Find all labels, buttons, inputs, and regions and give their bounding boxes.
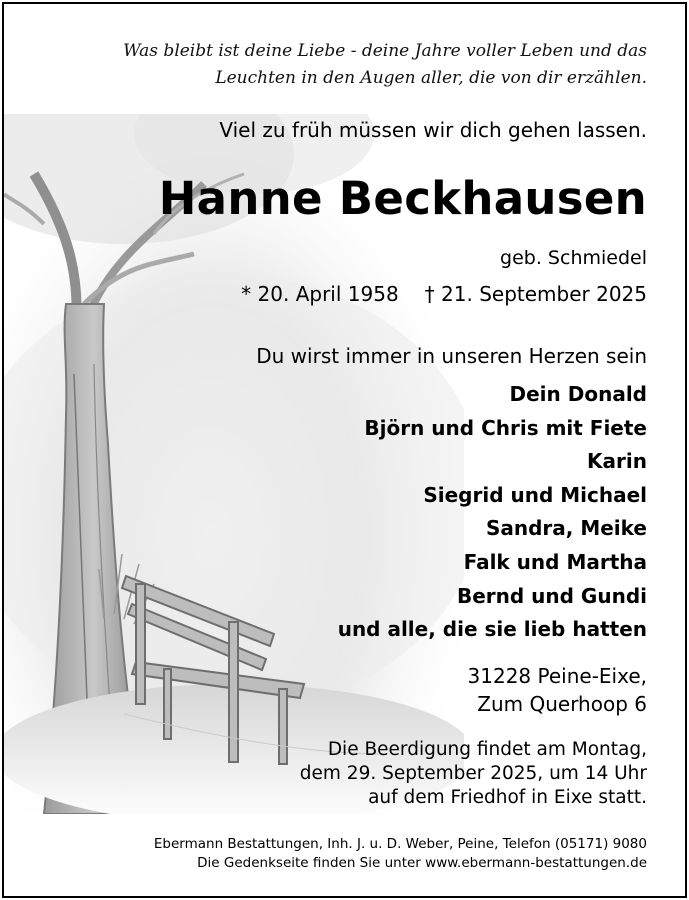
address-line-1: 31228 Peine-Eixe, xyxy=(467,664,647,688)
mourner-item: Siegrid und Michael xyxy=(423,482,647,507)
motto-text: Du wirst immer in unseren Herzen sein xyxy=(256,344,647,368)
mourner-item: Björn und Chris mit Fiete xyxy=(364,415,647,440)
address-line-2: Zum Querhoop 6 xyxy=(477,692,647,716)
mourners-list xyxy=(338,378,647,647)
mourner-item: Karin xyxy=(587,449,647,474)
quote-line-1: Was bleibt ist deine Liebe - deine Jahre voller Leben und das xyxy=(123,41,647,61)
funeral-home-footer xyxy=(154,835,647,873)
life-dates xyxy=(241,282,647,306)
funeral-info xyxy=(300,738,647,810)
birth-date: * 20. April 1958 xyxy=(241,282,399,306)
funeral-line-1: Die Beerdigung findet am Montag, xyxy=(327,739,647,760)
quote-line-2: Leuchten in den Augen aller, die von dir erzählen. xyxy=(215,68,647,88)
address-block xyxy=(468,662,647,718)
mourner-item: Bernd und Gundi xyxy=(456,583,647,608)
memorial-quote xyxy=(44,38,647,92)
mourner-item: Falk und Martha xyxy=(463,549,647,574)
funeral-line-2: dem 29. September 2025, um 14 Uhr xyxy=(299,763,647,784)
funeral-line-3: auf dem Friedhof in Eixe statt. xyxy=(368,787,647,808)
death-date: † 21. September 2025 xyxy=(424,282,647,306)
maiden-name: geb. Schmiedel xyxy=(500,247,647,269)
obituary-card xyxy=(2,2,687,898)
intro-text: Viel zu früh müssen wir dich gehen lassen. xyxy=(219,118,647,142)
footer-line-1: Ebermann Bestattungen, Inh. J. u. D. Weber, Peine, Telefon (05171) 9080 xyxy=(153,836,647,852)
deceased-name: Hanne Beckhausen xyxy=(158,172,647,225)
mourner-item: und alle, die sie lieb hatten xyxy=(337,617,647,642)
footer-line-2: Die Gedenkseite finden Sie unter www.ebermann-bestattungen.de xyxy=(197,855,647,871)
mourner-item: Dein Donald xyxy=(509,382,647,406)
mourner-item: Sandra, Meike xyxy=(485,516,647,541)
